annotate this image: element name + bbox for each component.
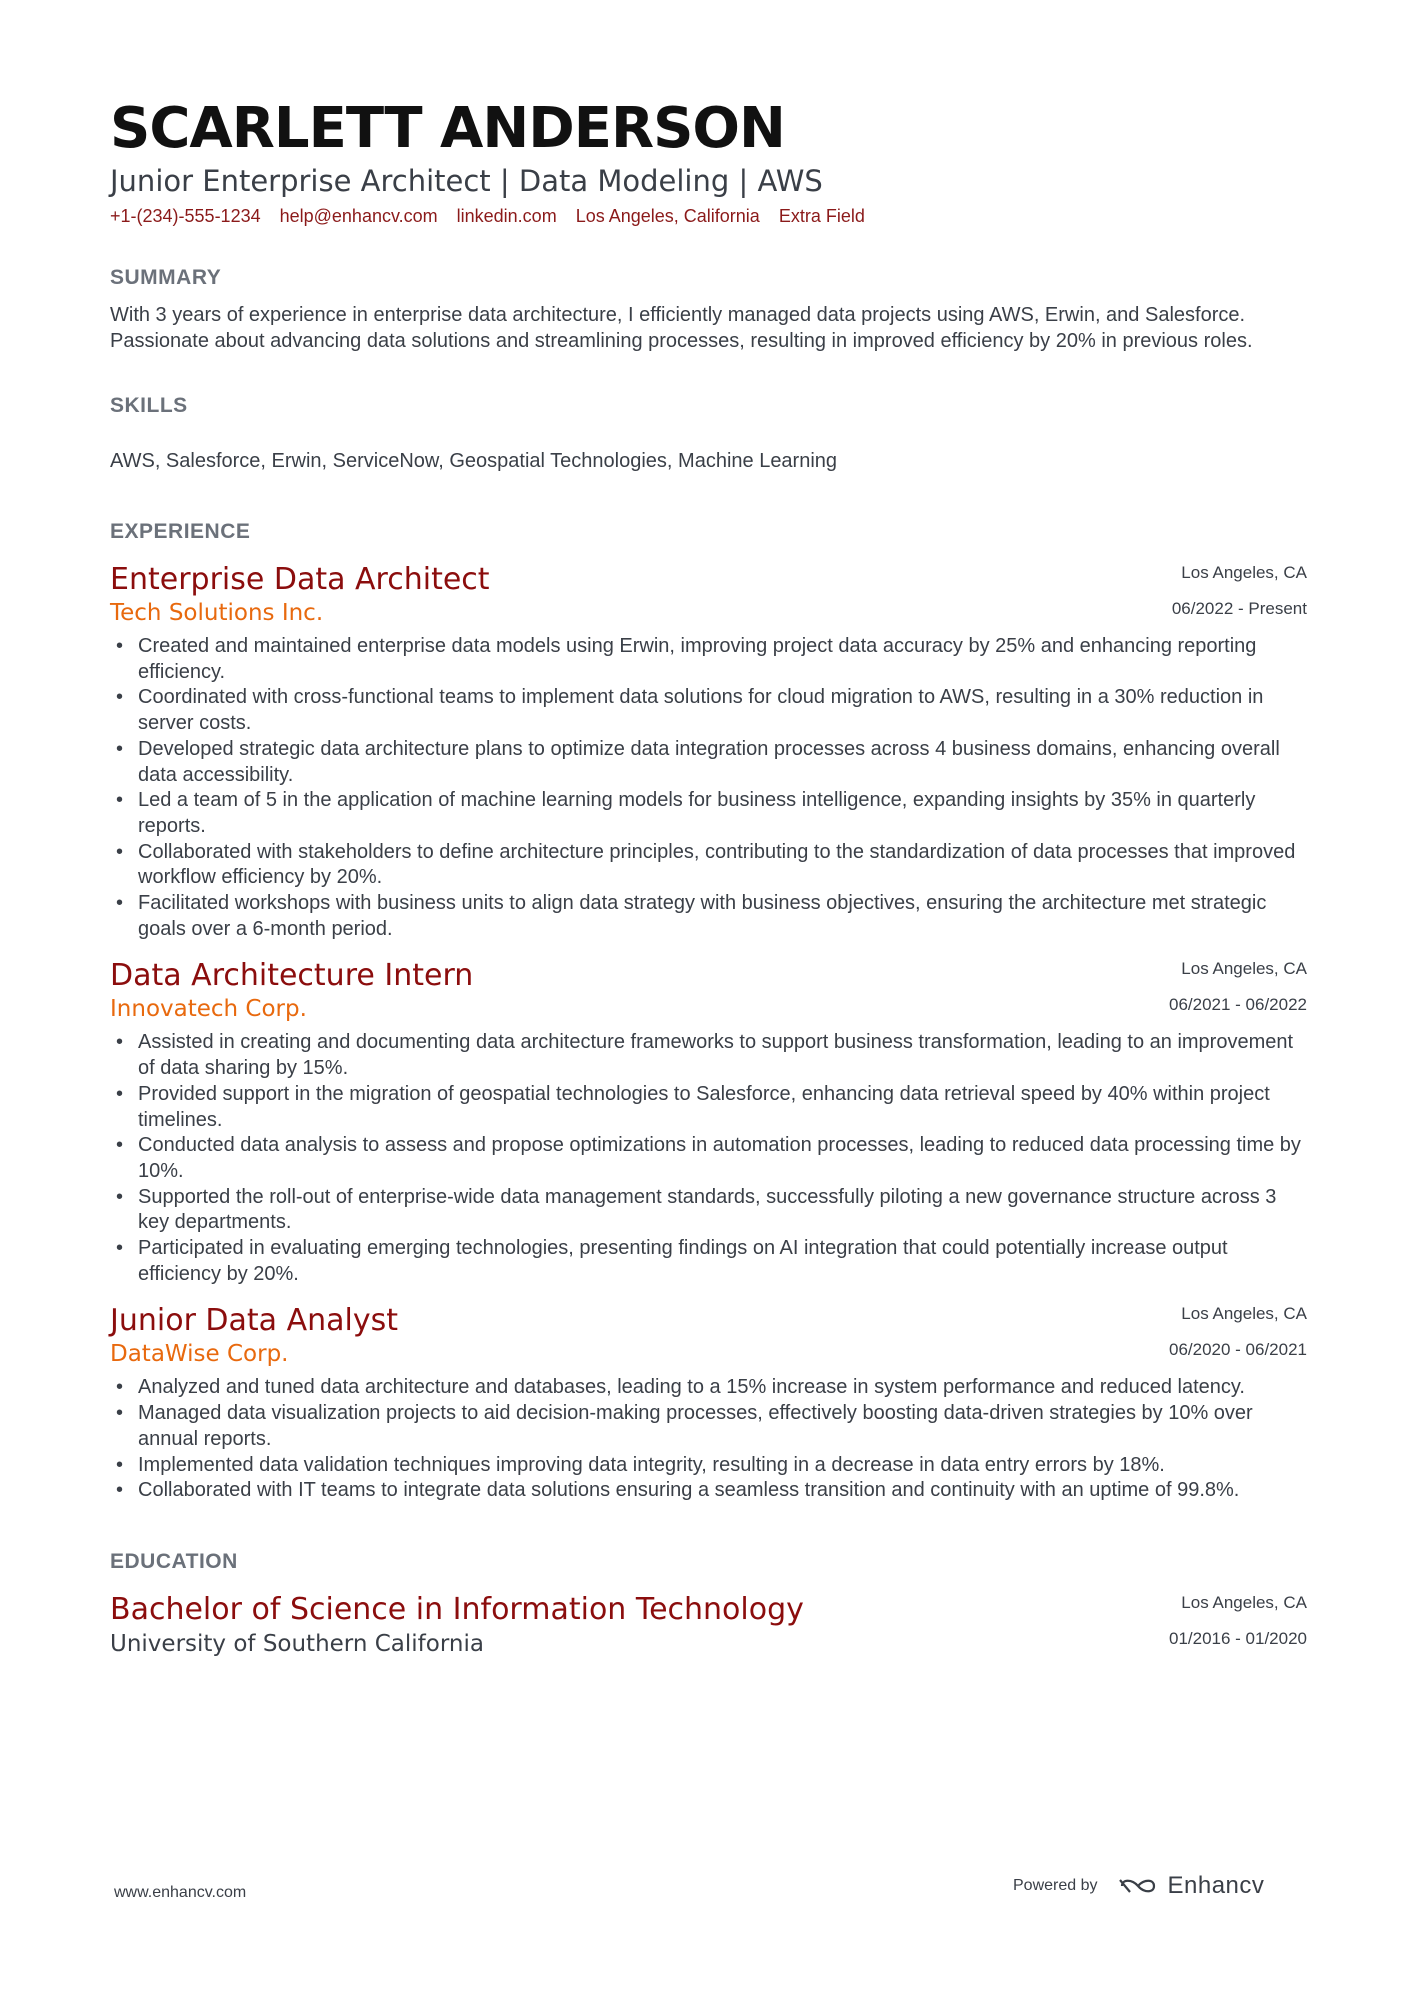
skills-title: SKILLS (110, 394, 188, 417)
footer-website[interactable]: www.enhancv.com (114, 1884, 247, 1901)
job-location: Los Angeles, CA (1181, 563, 1307, 582)
skills-text: AWS, Salesforce, Erwin, ServiceNow, Geospatial Technologies, Machine Learning (110, 450, 838, 472)
candidate-headline: Junior Enterprise Architect | Data Modeling | AWS (110, 164, 823, 198)
brand-logo[interactable] (1116, 1872, 1265, 1900)
job-meta (1172, 562, 1307, 620)
degree-title: Bachelor of Science in Information Technology (110, 1591, 804, 1627)
brand-name: Enhancv (1167, 1872, 1265, 1899)
job-company: DataWise Corp. (110, 1341, 289, 1368)
contact-email[interactable]: help@enhancv.com (279, 206, 438, 226)
education-section (110, 1548, 1307, 1660)
job-location: Los Angeles, CA (1181, 1304, 1307, 1324)
contact-phone[interactable]: +1-(234)-555-1234 (110, 206, 261, 226)
job-bullets (110, 1375, 1307, 1504)
job-bullets (110, 1030, 1307, 1287)
job-title: Junior Data Analyst (110, 1303, 399, 1339)
job-bullet: • Led a team of 5 in the application of machine learning models for business intelligence, expanding insights by 35% in quarterly reports. (110, 788, 1307, 839)
contact-location: Los Angeles, California (575, 206, 760, 226)
job-bullet: • Collaborated with stakeholders to define architecture principles, contributing to the standardization of data processes that improved workflow efficiency by 20%. (110, 840, 1307, 891)
job-company: Innovatech Corp. (110, 996, 307, 1023)
job-dates: 06/2020 - 06/2021 (1168, 1340, 1307, 1360)
job-bullet: • Developed strategic data architecture plans to optimize data integration processes across 4 business domains, enhancing overall data accessibility. (110, 737, 1307, 788)
job-location: Los Angeles, CA (1181, 959, 1307, 979)
education-title: EDUCATION (110, 1549, 238, 1573)
resume-page (110, 96, 1307, 1660)
job-bullet: • Conducted data analysis to assess and propose optimizations in automation processes, leading to reduced data processing time by 10%. (110, 1133, 1307, 1184)
education-entry (110, 1592, 1307, 1660)
contact-linkedin[interactable]: linkedin.com (456, 206, 557, 226)
job-bullet: • Coordinated with cross-functional teams to implement data solutions for cloud migration to AWS, resulting in a 30% reduction in server costs. (110, 685, 1307, 736)
summary-text: With 3 years of experience in enterprise data architecture, I efficiently managed data projects using AWS, Erwin, and Salesforce. Passionate about advancing data solutions and streamlining processes, resulting in improved efficiency by 20% in previous roles. (110, 304, 1253, 352)
job-bullet: • Provided support in the migration of geospatial technologies to Salesforce, enhancing data retrieval speed by 40% within project timelines. (110, 1082, 1307, 1133)
education-meta (1169, 1592, 1307, 1650)
enhancv-logo-icon (1116, 1874, 1160, 1898)
job-bullet: • Supported the roll-out of enterprise-wide data management standards, successfully piloting a new governance structure across 3 key departments. (110, 1185, 1307, 1236)
job-dates: 06/2022 - Present (1171, 599, 1307, 618)
powered-by-label: Powered by (1013, 1877, 1098, 1894)
school-name: University of Southern California (110, 1630, 484, 1657)
education-dates: 01/2016 - 01/2020 (1168, 1628, 1307, 1648)
job-bullet: • Assisted in creating and documenting data architecture frameworks to support business transformation, leading to an improvement of data sharing by 15%. (110, 1030, 1307, 1081)
job-title: Data Architecture Intern (110, 958, 474, 994)
job-meta (1169, 958, 1307, 1016)
candidate-name: SCARLETT ANDERSON (110, 96, 785, 161)
job-entry (110, 562, 1307, 942)
job-entry (110, 1303, 1307, 1504)
footer-branding (1013, 1872, 1264, 1900)
job-meta (1169, 1303, 1307, 1361)
skills-section (110, 392, 1307, 474)
contact-extra: Extra Field (778, 206, 865, 226)
job-company: Tech Solutions Inc. (110, 600, 324, 626)
job-entry (110, 958, 1307, 1287)
job-bullet: • Implemented data validation techniques improving data integrity, resulting in a decrease in data entry errors by 18%. (110, 1453, 1307, 1479)
job-bullet: • Analyzed and tuned data architecture and databases, leading to a 15% increase in system performance and reduced latency. (110, 1375, 1307, 1401)
job-title: Enterprise Data Architect (110, 562, 490, 597)
experience-title: EXPERIENCE (110, 520, 251, 543)
contact-bar (110, 204, 1307, 228)
job-bullet: • Created and maintained enterprise data models using Erwin, improving project data accuracy by 25% and enhancing reporting efficiency. (110, 634, 1307, 685)
summary-section (110, 264, 1307, 354)
job-bullet: • Collaborated with IT teams to integrate data solutions ensuring a seamless transition and continuity with an uptime of 99.8%. (110, 1478, 1307, 1504)
experience-section (110, 518, 1307, 1504)
job-bullet: • Facilitated workshops with business units to align data strategy with business objectives, ensuring the architecture met strategic goals over a 6-month period. (110, 891, 1307, 942)
job-bullets (110, 634, 1307, 942)
summary-title: SUMMARY (110, 266, 222, 289)
education-location: Los Angeles, CA (1181, 1592, 1307, 1612)
job-bullet: • Managed data visualization projects to aid decision-making processes, effectively boosting data-driven strategies by 10% over annual reports. (110, 1401, 1307, 1452)
job-dates: 06/2021 - 06/2022 (1168, 995, 1307, 1015)
job-bullet: • Participated in evaluating emerging technologies, presenting findings on AI integration that could potentially increase output efficiency by 20%. (110, 1236, 1307, 1287)
